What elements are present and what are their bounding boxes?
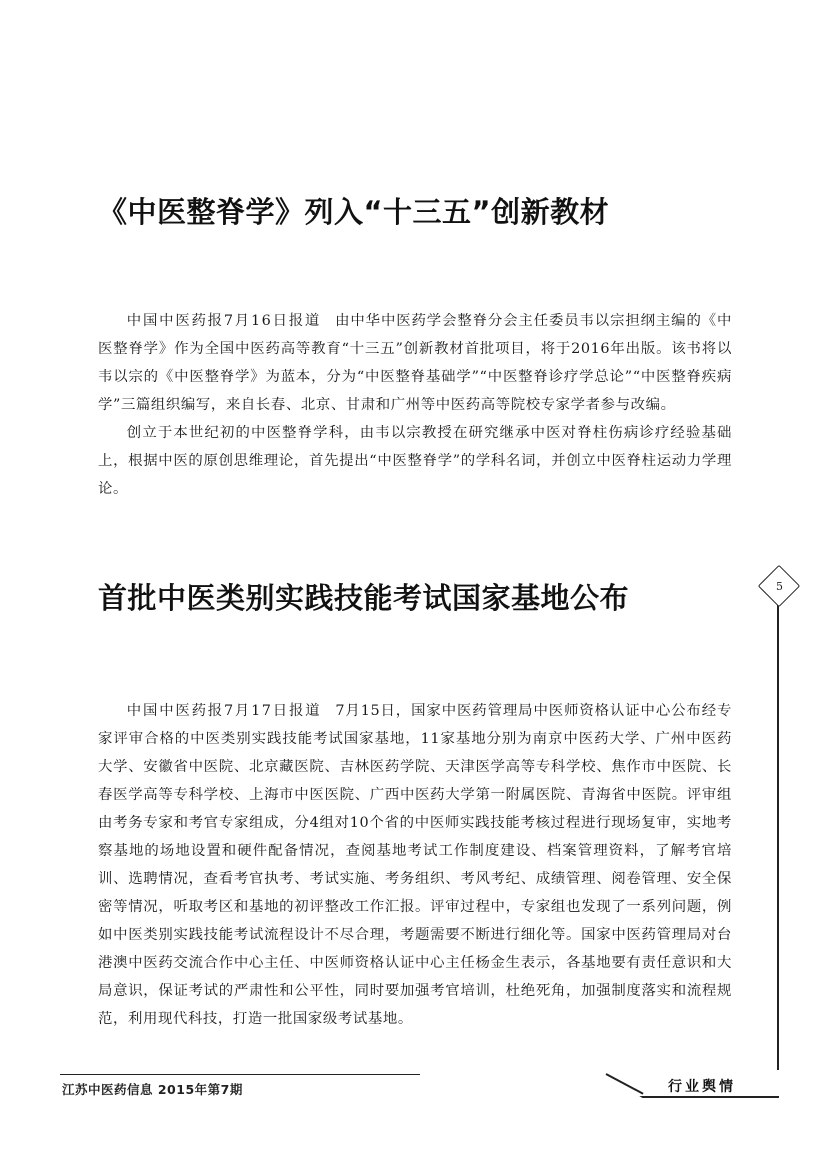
article-2-paragraph-1-text: 7月15日，国家中医药管理局中医师资格认证中心公布经专家评审合格的中医类别实践技能考试国家基地，11家基地分别为南京中医药大学、广州中医药大学、安徽省中医院、北京藏医院、吉林医药学院、天津医学高等专科学校、焦作市中医院、长春医学高等专科学校、上海市中医医院、广西中医药大学第一附属医院、青海省中医院。评审组由考务专家和考官专家组成，分4组对10个省的中医师实践技能考核过程进行现场复审，实地考察基地的场地设置和硬件配备情况，查阅基地考试工作制度建设、档案管理资料，了解考官培训、选聘情况，查看考官执考、考试实施、考务组织、考风考纪、成绩管理、阅卷管理、安全保密等情况，听取考区和基地的初评整改工作汇报。评审过程中，专家组也发现了一系列问题，例如中医类别实践技能考试流程设计不尽合理，考题需要不断进行细化等。国家中医药管理局对台港澳中医药交流合作中心主任、中医师资格认证中心主任杨金生表示，各基地要有责任意识和大局意识，保证考试的严肃性和公平性，同时要加强考官培训，杜绝死角，加强制度落实和流程规范，利用现代科技，打造一批国家级考试基地。	[98, 703, 733, 1027]
article-2-paragraph-1	[98, 697, 732, 1033]
footer-rule-left	[60, 1074, 420, 1075]
article-2-body	[98, 697, 732, 1033]
margin-rule	[777, 592, 779, 1070]
page-number: 5	[776, 580, 783, 593]
article-1-headline: 《中医整脊学》列入“十三五”创新教材	[98, 195, 610, 229]
article-1-paragraph-1	[98, 307, 732, 419]
article-1-paragraph-1-text: 由中华中医药学会整脊分会主任委员韦以宗担纲主编的《中医整脊学》作为全国中医药高等教育“十三五”创新教材首批项目，将于2016年出版。该书将以韦以宗的《中医整脊学》为蓝本，分为“中医整脊基础学”“中医整脊诊疗学总论”“中医整脊疾病学”三篇组织编写，来自长春、北京、甘肃和广州等中医药高等院校专家学者参与改编。	[98, 313, 733, 413]
article-2-headline: 首批中医类别实践技能考试国家基地公布	[98, 581, 630, 615]
article-2-source: 中国中医药报7月17日报道	[126, 703, 322, 719]
article-1-body	[98, 307, 732, 503]
article-1	[98, 190, 732, 503]
article-2	[98, 576, 732, 1033]
footer-journal: 江苏中医药信息 2015年第7期	[62, 1082, 243, 1097]
article-1-source: 中国中医药报7月16日报道	[126, 313, 322, 329]
footer-section: 行业舆情	[668, 1079, 736, 1095]
article-1-paragraph-2: 创立于本世纪初的中医整脊学科，由韦以宗教授在研究继承中医对脊柱伤病诊疗经验基础上，根据中医的原创思维理论，首先提出“中医整脊学”的学科名词，并创立中医脊柱运动力学理论。	[98, 425, 732, 497]
